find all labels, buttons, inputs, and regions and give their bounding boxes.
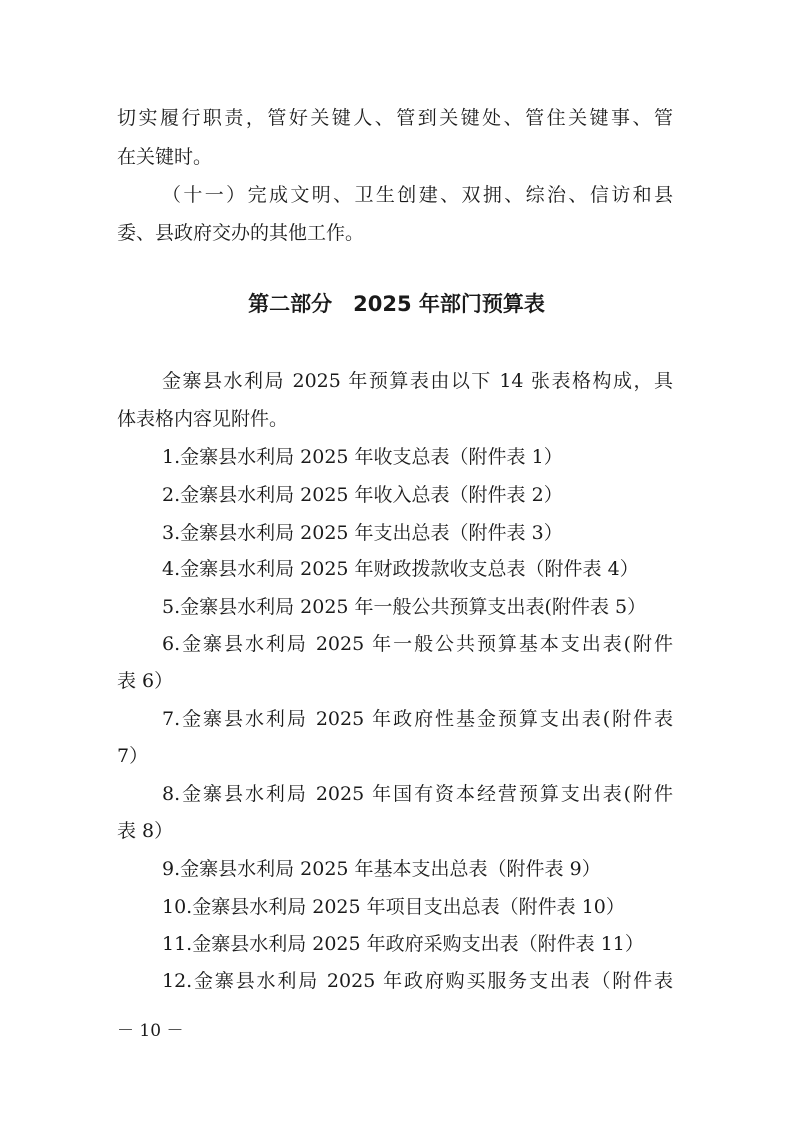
paragraph-1-line-2: 在关键时。 [117, 146, 213, 168]
intro-line-2: 体表格内容见附件。 [117, 408, 289, 430]
list-item-7: 7.金寨县水利局 2025 年政府性基金预算支出表(附件表 [162, 708, 673, 730]
list-item-5: 5.金寨县水利局 2025 年一般公共预算支出表(附件表 5） [162, 596, 647, 618]
list-item-6: 6.金寨县水利局 2025 年一般公共预算基本支出表(附件 [162, 633, 673, 655]
list-item-8: 8.金寨县水利局 2025 年国有资本经营预算支出表(附件 [162, 783, 673, 805]
list-item-2: 2.金寨县水利局 2025 年收入总表（附件表 2） [162, 484, 563, 506]
list-item-1: 1.金寨县水利局 2025 年收支总表（附件表 1） [162, 446, 563, 468]
intro-line-1: 金寨县水利局 2025 年预算表由以下 14 张表格构成，具 [162, 370, 673, 392]
list-item-8-continuation: 表 8） [117, 820, 174, 842]
list-item-3: 3.金寨县水利局 2025 年支出总表（附件表 3） [162, 522, 563, 544]
list-item-12: 12.金寨县水利局 2025 年政府购买服务支出表（附件表 [162, 970, 673, 992]
list-item-9: 9.金寨县水利局 2025 年基本支出总表（附件表 9） [162, 858, 601, 880]
list-item-7-continuation: 7） [117, 745, 149, 767]
paragraph-2-line-2: 委、县政府交办的其他工作。 [117, 222, 365, 244]
paragraph-1-line-1: 切实履行职责，管好关键人、管到关键处、管住关键事、管 [117, 107, 673, 129]
section-heading: 第二部分 2025 年部门预算表 [248, 292, 545, 316]
paragraph-2-line-1: （十一）完成文明、卫生创建、双拥、综治、信访和县 [162, 184, 673, 206]
list-item-6-continuation: 表 6） [117, 670, 174, 692]
page-number: － 10 － [117, 1021, 184, 1041]
list-item-4: 4.金寨县水利局 2025 年财政拨款收支总表（附件表 4） [162, 558, 639, 580]
list-item-10: 10.金寨县水利局 2025 年项目支出总表（附件表 10） [162, 896, 625, 918]
list-item-11: 11.金寨县水利局 2025 年政府采购支出表（附件表 11） [162, 933, 644, 955]
